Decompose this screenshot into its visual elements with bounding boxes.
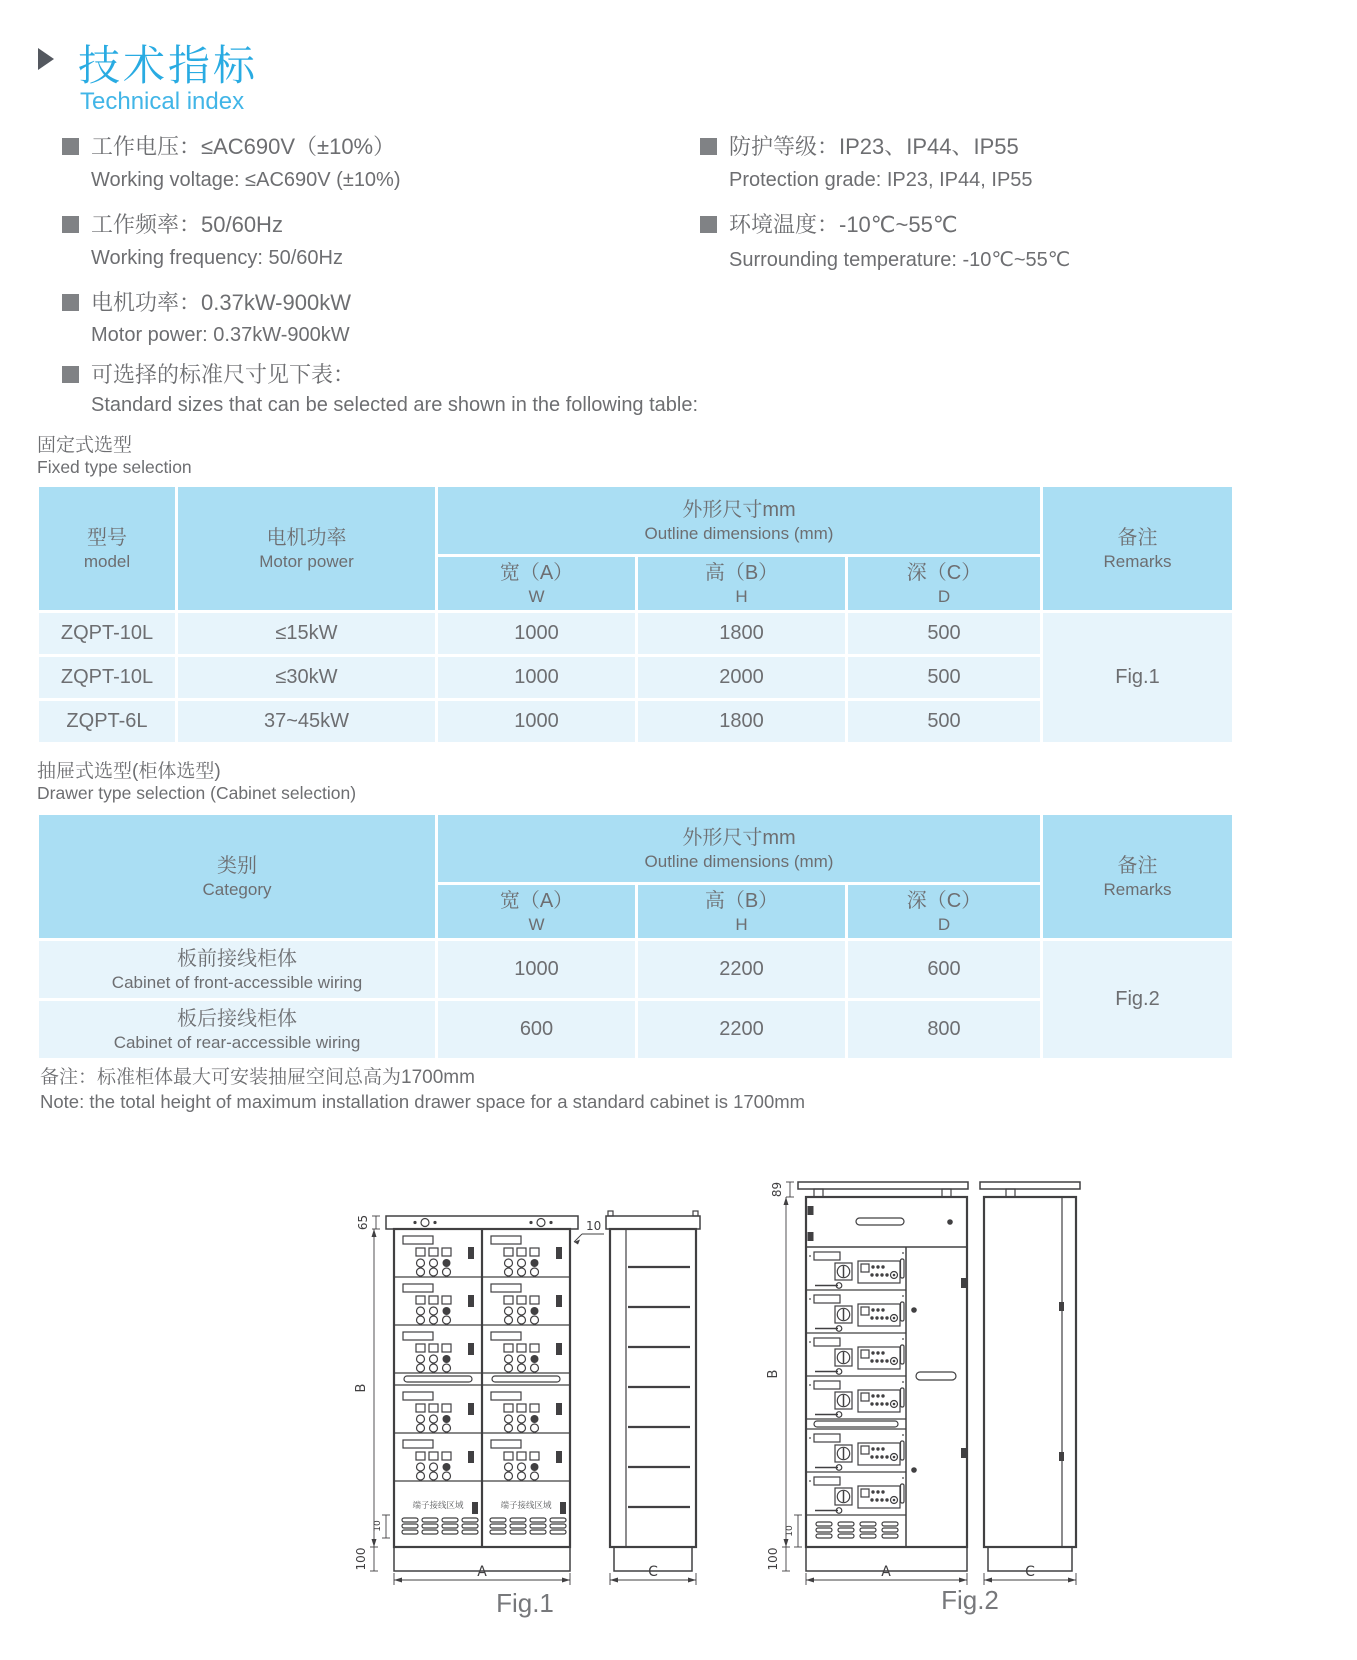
- cabinet-door: [911, 1278, 967, 1473]
- drawer-section-label-zh: 抽屉式选型(柜体选型): [37, 761, 221, 782]
- col-header-category: 类别 Category: [38, 814, 437, 940]
- spec-working-frequency-zh: 工作频率：50/60Hz: [62, 208, 283, 239]
- bullet-square-icon: [700, 216, 717, 233]
- fixed-section-label-en: Fixed type selection: [37, 457, 192, 477]
- bullet-square-icon: [62, 294, 79, 311]
- col-header-motor-power: 电机功率 Motor power: [177, 486, 437, 612]
- cabinet-side-view: [980, 1182, 1080, 1571]
- dim-label-depth: C: [648, 1564, 658, 1580]
- table-row: 板前接线柜体 Cabinet of front-accessible wiring 1000 2200 600 Fig.2: [38, 940, 1234, 1000]
- category-cell: 板后接线柜体 Cabinet of rear-accessible wiring: [38, 1000, 437, 1060]
- fixed-type-table: [36, 484, 1235, 745]
- dim-label-base-height: 100: [766, 1547, 780, 1571]
- dim-label-body-height: B: [354, 1383, 369, 1393]
- note-en: Note: the total height of maximum installation drawer space for a standard cabinet is 1700mm: [40, 1091, 806, 1112]
- table-intro-en: Standard sizes that can be selected are shown in the following table:: [91, 394, 699, 416]
- col-header-remarks: 备注 Remarks: [1042, 814, 1234, 940]
- spec-protection-grade-zh: 防护等级：IP23、IP44、IP55: [700, 130, 1019, 161]
- spec-protection-grade-en: Protection grade: IP23, IP44, IP55: [729, 169, 1033, 191]
- spec-motor-power-en: Motor power: 0.37kW-900kW: [91, 324, 350, 346]
- page-title: 技术指标: [78, 42, 259, 89]
- spec-surrounding-temp-zh: 环境温度：-10℃~55℃: [700, 208, 958, 239]
- spec-surrounding-temp-en: Surrounding temperature: -10℃~55℃: [729, 249, 1071, 271]
- drawer-type-table: [36, 812, 1235, 1061]
- fig2-caption: Fig.2: [941, 1585, 999, 1615]
- bullet-square-icon: [62, 366, 79, 383]
- page-subtitle: Technical index: [80, 88, 245, 115]
- spec-motor-power-zh: 电机功率：0.37kW-900kW: [62, 286, 351, 317]
- cabinet-top-cap: [798, 1182, 968, 1197]
- fig1-caption: Fig.1: [496, 1588, 554, 1618]
- terminal-wiring-area: [402, 1500, 566, 1534]
- dim-label-vent: 10: [373, 1520, 383, 1532]
- spec-working-voltage-en: Working voltage: ≤AC690V (±10%): [91, 169, 401, 191]
- table-row: 板后接线柜体 Cabinet of rear-accessible wiring 600 2200 800: [38, 1000, 1234, 1060]
- vent-panel: [816, 1522, 898, 1538]
- table-row: ZQPT-6L 37~45kW 1000 1800 500: [38, 700, 1234, 744]
- bullet-square-icon: [62, 216, 79, 233]
- dim-label-width: A: [477, 1564, 487, 1580]
- table-row: ZQPT-10L ≤30kW 1000 2000 500: [38, 656, 1234, 700]
- cabinet-top-cap: [386, 1216, 578, 1229]
- section-arrow-icon: [38, 48, 54, 70]
- svg-text:端子接线区域: 端子接线区域: [500, 1500, 552, 1510]
- col-header-outline-dimensions: 外形尺寸mm Outline dimensions (mm): [437, 486, 1042, 556]
- col-header-width: 宽（A） W: [437, 884, 637, 940]
- dim-label-vent: 10: [785, 1525, 795, 1537]
- dim-label-depth: C: [1025, 1564, 1035, 1580]
- table-intro-zh: 可选择的标准尺寸见下表：: [62, 358, 355, 389]
- dim-label-cap-height: 89: [770, 1181, 784, 1198]
- col-header-depth: 深（C） D: [847, 556, 1042, 612]
- col-header-model: 型号 model: [38, 486, 177, 612]
- col-header-width: 宽（A） W: [437, 556, 637, 612]
- dim-label-cap-height: 65: [356, 1214, 370, 1231]
- note-zh: 备注：标准柜体最大可安装抽屉空间总高为1700mm: [40, 1067, 475, 1088]
- col-header-height: 高（B） H: [637, 556, 847, 612]
- spec-working-voltage-zh: 工作电压：≤AC690V（±10%）: [62, 130, 395, 161]
- fixed-section-label-zh: 固定式选型: [37, 435, 133, 456]
- col-header-depth: 深（C） D: [847, 884, 1042, 940]
- dim-label-body-height: B: [766, 1369, 781, 1379]
- col-header-outline-dimensions: 外形尺寸mm Outline dimensions (mm): [437, 814, 1042, 884]
- fig2-drawing: [710, 1152, 1082, 1590]
- remark-cell: Fig.1: [1042, 612, 1234, 744]
- dim-label-base-height: 100: [354, 1547, 368, 1571]
- cabinet-side-view: [606, 1211, 700, 1571]
- dim-label-width: A: [881, 1564, 891, 1580]
- bullet-square-icon: [700, 138, 717, 155]
- dim-label-gap: 10: [586, 1219, 602, 1233]
- col-header-height: 高（B） H: [637, 884, 847, 940]
- col-header-remarks: 备注 Remarks: [1042, 486, 1234, 612]
- fig1-drawing: [336, 1152, 708, 1590]
- remark-cell: Fig.2: [1042, 940, 1234, 1060]
- dimension-annotations: [766, 1182, 1076, 1585]
- table-row: ZQPT-10L ≤15kW 1000 1800 500 Fig.1: [38, 612, 1234, 656]
- drawer-section-label-en: Drawer type selection (Cabinet selection): [37, 783, 357, 803]
- category-cell: 板前接线柜体 Cabinet of front-accessible wiring: [38, 940, 437, 1000]
- svg-text:端子接线区域: 端子接线区域: [412, 1500, 464, 1510]
- bullet-square-icon: [62, 138, 79, 155]
- spec-working-frequency-en: Working frequency: 50/60Hz: [91, 247, 343, 269]
